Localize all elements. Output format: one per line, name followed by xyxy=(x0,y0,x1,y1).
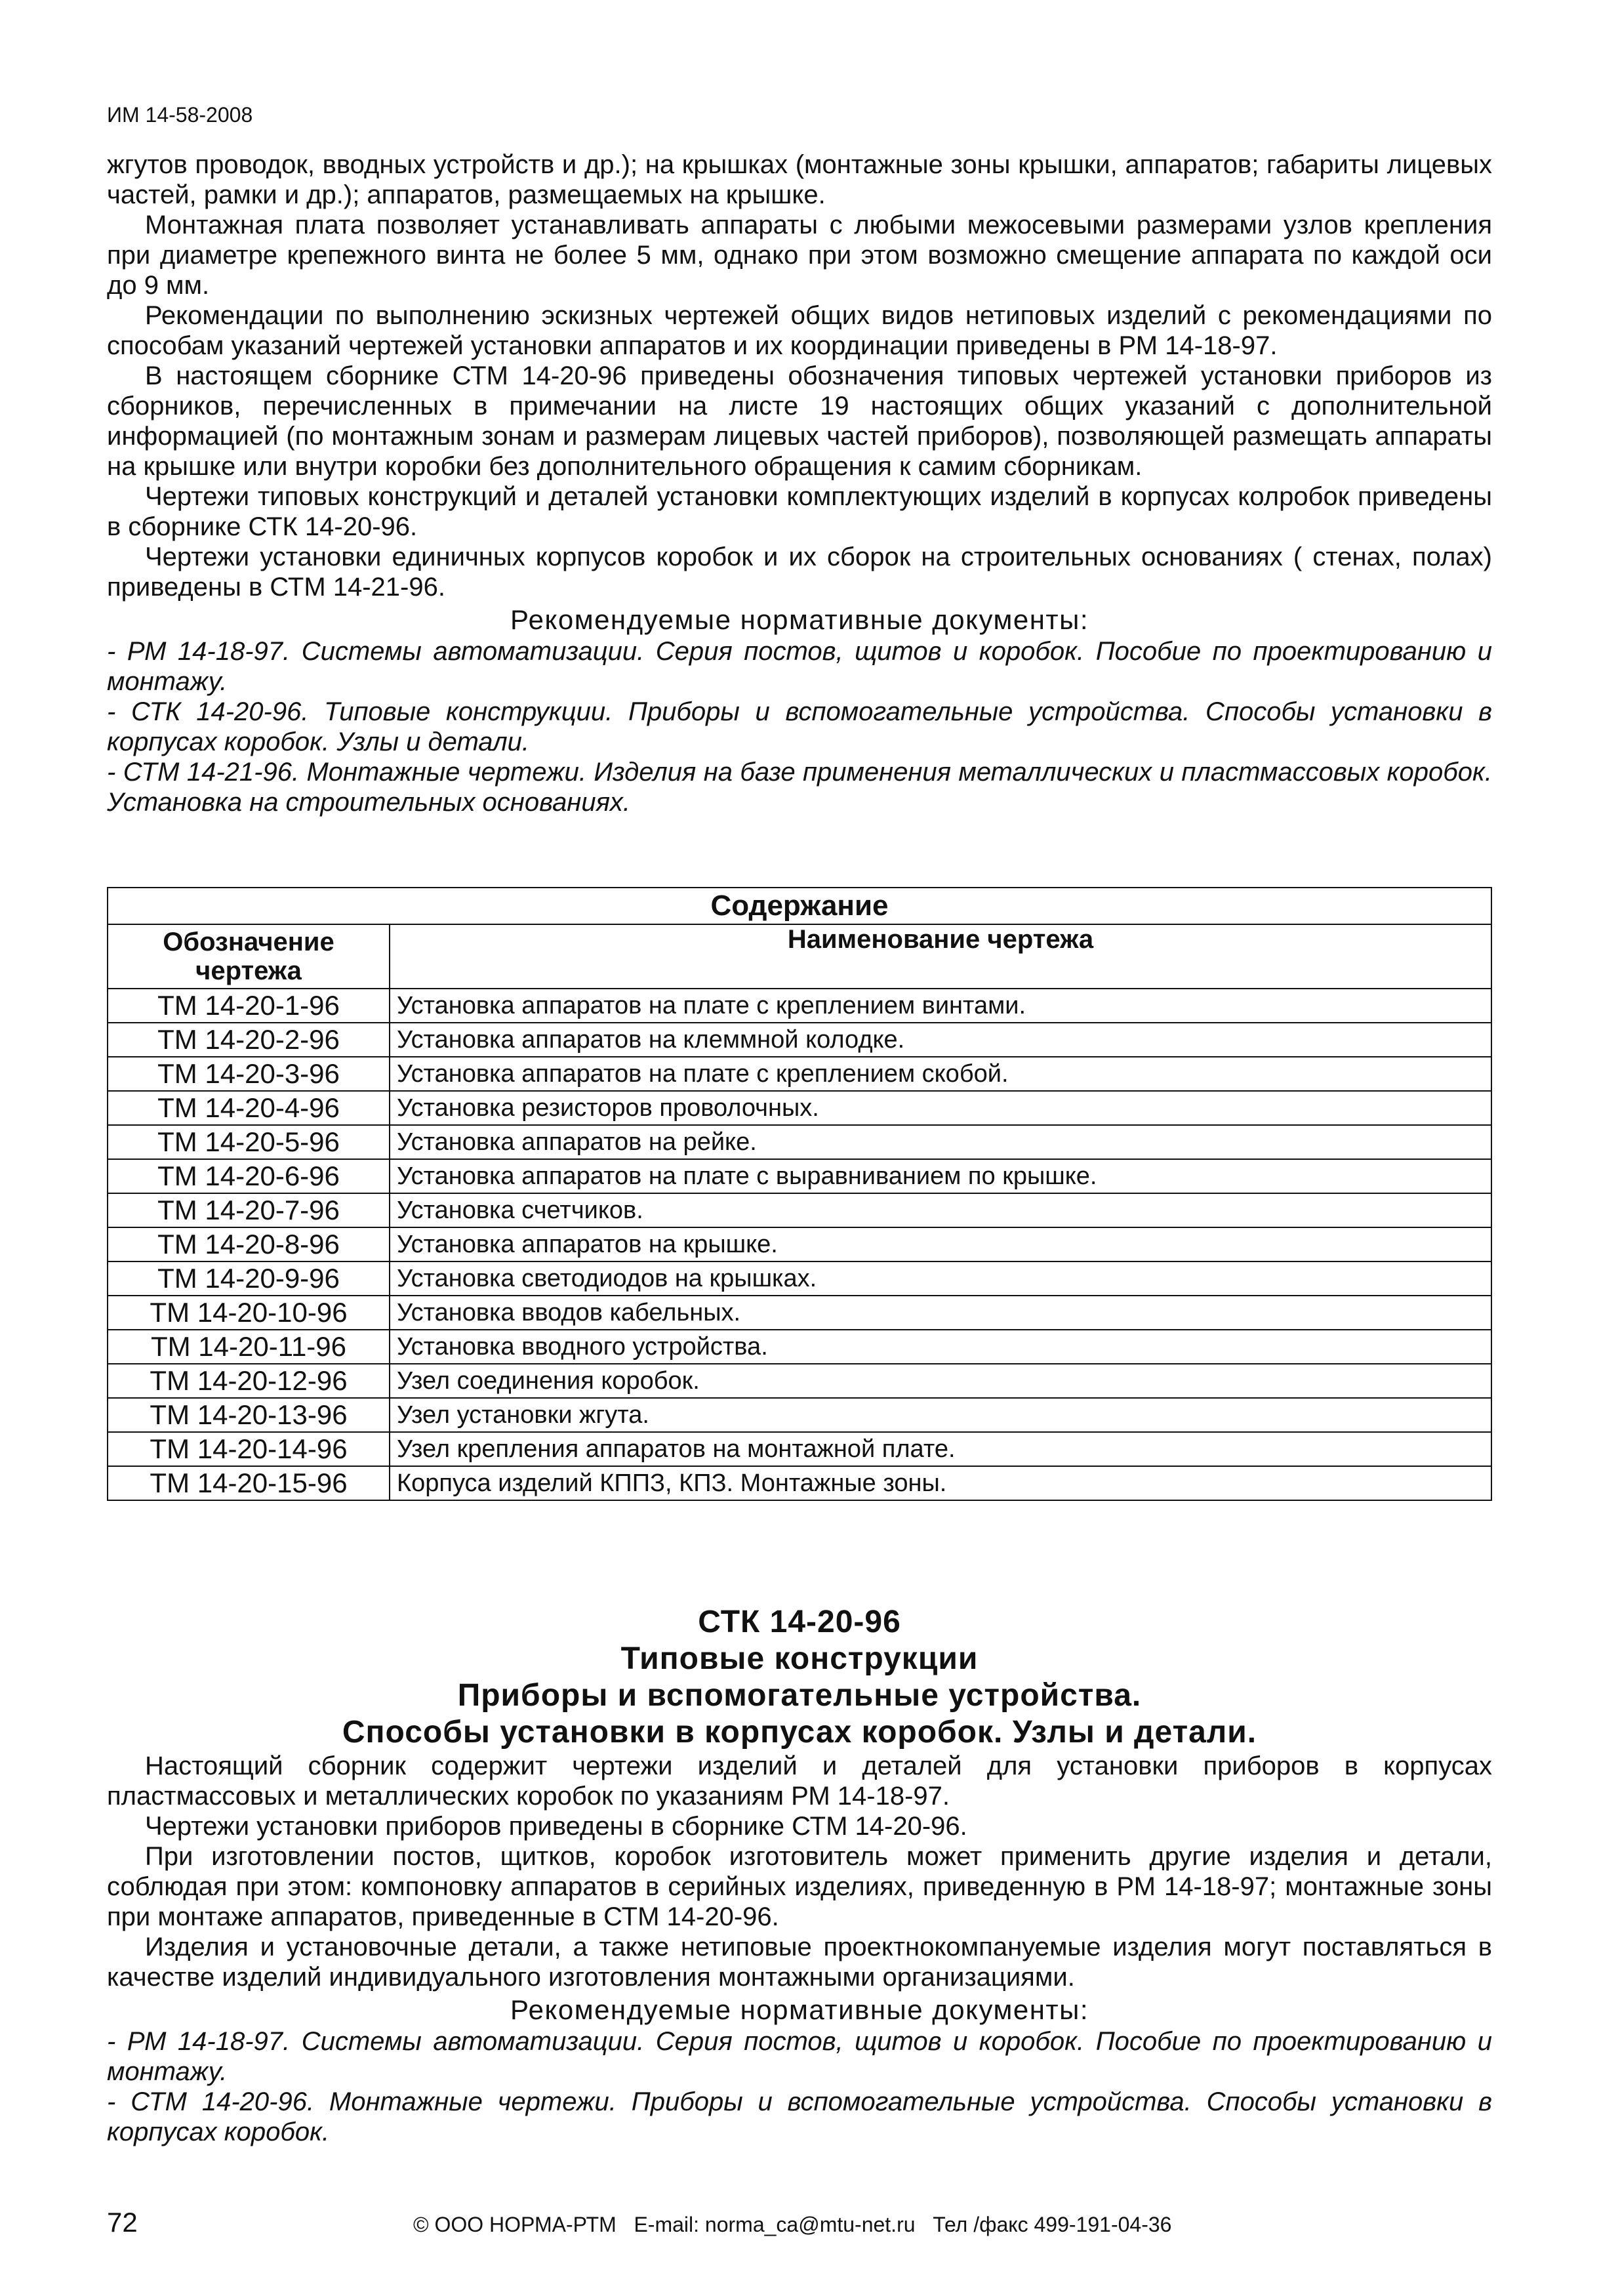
drawing-name-cell: Установка вводного устройства. xyxy=(390,1330,1491,1364)
paragraph: Чертежи установки единичных корпусов коробок и их сборок на строительных основаниях ( стенах, полах) приведены в СТМ 14-21-96. xyxy=(107,543,1492,602)
recommended-doc-item: - СТК 14-20-96. Типовые конструкции. Приборы и вспомогательные устройства. Способы установки в корпусах коробок. Узлы и детали. xyxy=(107,697,1492,756)
table-row xyxy=(108,1432,1491,1466)
drawing-name-cell: Установка аппаратов на плате с выравниванием по крышке. xyxy=(390,1159,1491,1193)
paragraph: Изделия и установочные детали, а также нетиповые проектнокомпануемые изделия могут поставляться в качестве изделий индивидуального изготовления монтажными организациями. xyxy=(107,1933,1492,1992)
drawing-name-cell: Установка резисторов проволочных. xyxy=(390,1091,1491,1125)
recommended-docs-list xyxy=(107,2026,1492,2147)
drawing-name-cell: Узел установки жгута. xyxy=(390,1398,1491,1432)
table-row xyxy=(108,1330,1491,1364)
paragraph: Чертежи установки приборов приведены в сборнике СТМ 14-20-96. xyxy=(145,1812,967,1841)
footer-copyright: © ООО НОРМА-РТМ xyxy=(413,2213,617,2236)
paragraph: Чертежи типовых конструкций и деталей установки комплектующих изделий в корпусах колробок приведены в сборнике СТК 14-20-96. xyxy=(107,482,1492,541)
paragraph: Монтажная плата позволяет устанавливать аппараты с любыми межосевыми размерами узлов крепления при диаметре крепежного винта не более 5 мм, однако при этом возможно смещение аппарата по каждой оси до 9 мм. xyxy=(107,211,1492,300)
drawing-code-cell: ТМ 14-20-15-96 xyxy=(108,1466,390,1500)
drawing-code-cell: ТМ 14-20-2-96 xyxy=(108,1023,390,1057)
document-code: ИМ 14-58-2008 xyxy=(107,103,253,127)
drawing-code-cell: ТМ 14-20-9-96 xyxy=(108,1261,390,1296)
drawing-code-cell: ТМ 14-20-6-96 xyxy=(108,1159,390,1193)
drawing-name-cell: Установка аппаратов на рейке. xyxy=(390,1125,1491,1159)
footer-phone: Тел /факс 499-191-04-36 xyxy=(933,2213,1172,2236)
drawing-name-cell: Установка счетчиков. xyxy=(390,1193,1491,1227)
table-row xyxy=(108,1261,1491,1296)
drawing-code-cell: ТМ 14-20-1-96 xyxy=(108,989,390,1023)
contents-table xyxy=(107,887,1492,1501)
table-row xyxy=(108,1125,1491,1159)
stk-section xyxy=(107,1604,1492,2147)
table-row xyxy=(108,1057,1491,1091)
drawing-code-cell: ТМ 14-20-3-96 xyxy=(108,1057,390,1091)
drawing-name-cell: Установка аппаратов на плате с креплением скобой. xyxy=(390,1057,1491,1091)
drawing-name-cell: Установка аппаратов на крышке. xyxy=(390,1227,1491,1261)
drawing-code-cell: ТМ 14-20-7-96 xyxy=(108,1193,390,1227)
drawing-code-cell: ТМ 14-20-5-96 xyxy=(108,1125,390,1159)
footer-email: E-mail: norma_ca@mtu-net.ru xyxy=(634,2213,916,2236)
recommended-doc-item: - СТМ 14-21-96. Монтажные чертежи. Изделия на базе применения металлических и пластмассовых коробок. Установка на строительных основаниях. xyxy=(107,758,1492,817)
recommended-doc-item: - СТМ 14-20-96. Монтажные чертежи. Приборы и вспомогательные устройства. Способы установки в корпусах коробок. xyxy=(107,2087,1492,2146)
drawing-name-cell: Установка вводов кабельных. xyxy=(390,1296,1491,1330)
drawing-name-cell: Установка аппаратов на клеммной колодке. xyxy=(390,1023,1491,1057)
drawing-name-cell: Установка аппаратов на плате с креплением винтами. xyxy=(390,989,1491,1023)
column-header-code: Обозначение чертежа xyxy=(108,924,390,989)
recommended-docs-list xyxy=(107,636,1492,817)
paragraph: Рекомендации по выполнению эскизных чертежей общих видов нетиповых изделий с рекомендациями по способам указаний чертежей установки аппаратов и их координации приведены в РМ 14-18-97. xyxy=(107,301,1492,360)
recommended-docs-heading: Рекомендуемые нормативные документы: xyxy=(510,604,1089,635)
recommended-doc-item: - РМ 14-18-97. Системы автоматизации. Серия постов, щитов и коробок. Пособие по проектированию и монтажу. xyxy=(107,2027,1492,2086)
drawing-name-cell: Узел крепления аппаратов на монтажной плате. xyxy=(390,1432,1491,1466)
table-row xyxy=(108,1091,1491,1125)
table-row xyxy=(108,1364,1491,1398)
table-row xyxy=(108,1296,1491,1330)
section-title-line: Типовые конструкции xyxy=(620,1641,979,1676)
paragraph: В настоящем сборнике СТМ 14-20-96 приведены обозначения типовых чертежей установки приборов из сборников, перечисленных в примечании на листе 19 настоящих общих указаний с дополнительной информацией (по монтажным зонам и размерам лицевых частей приборов), позволяющей размещать аппараты на крышке или внутри коробки без дополнительного обращения к самим сборникам. xyxy=(107,361,1492,481)
column-header-name: Наименование чертежа xyxy=(390,924,1491,989)
contents-caption: Содержание xyxy=(108,888,1491,924)
drawing-code-cell: ТМ 14-20-14-96 xyxy=(108,1432,390,1466)
table-row xyxy=(108,989,1491,1023)
recommended-doc-item: - РМ 14-18-97. Системы автоматизации. Серия постов, щитов и коробок. Пособие по проектированию и монтажу. xyxy=(107,637,1492,696)
table-row xyxy=(108,1023,1491,1057)
page-number: 72 xyxy=(107,2207,138,2238)
paragraph: Настоящий сборник содержит чертежи изделий и деталей для установки приборов в корпусах пластмассовых и металлических коробок по указаниям РМ 14-18-97. xyxy=(107,1752,1492,1811)
drawing-code-cell: ТМ 14-20-13-96 xyxy=(108,1398,390,1432)
table-row xyxy=(108,1227,1491,1261)
drawing-code-cell: ТМ 14-20-11-96 xyxy=(108,1330,390,1364)
table-row xyxy=(108,1193,1491,1227)
paragraph: жгутов проводок, вводных устройств и др.); на крышках (монтажные зоны крышки, аппаратов; габариты лицевых частей, рамки и др.); аппаратов, размещаемых на крышке. xyxy=(107,150,1492,209)
drawing-name-cell: Корпуса изделий КППЗ, КПЗ. Монтажные зоны. xyxy=(390,1466,1491,1500)
drawing-code-cell: ТМ 14-20-12-96 xyxy=(108,1364,390,1398)
paragraph: При изготовлении постов, щитков, коробок изготовитель может применить другие изделия и детали, соблюдая при этом: компоновку аппаратов в серийных изделиях, приведенную в РМ 14-18-97; монтажные зоны при монтаже аппаратов, приведенные в СТМ 14-20-96. xyxy=(107,1842,1492,1931)
drawing-name-cell: Узел соединения коробок. xyxy=(390,1364,1491,1398)
drawing-code-cell: ТМ 14-20-10-96 xyxy=(108,1296,390,1330)
table-row xyxy=(108,1466,1491,1500)
section-title-line: Приборы и вспомогательные устройства. xyxy=(457,1678,1142,1713)
table-row xyxy=(108,1398,1491,1432)
contents-rows xyxy=(108,989,1491,1500)
table-row xyxy=(108,1159,1491,1193)
footer-info xyxy=(413,2209,1171,2240)
drawing-code-cell: ТМ 14-20-4-96 xyxy=(108,1091,390,1125)
intro-section xyxy=(107,150,1492,817)
drawing-name-cell: Установка светодиодов на крышках. xyxy=(390,1261,1491,1296)
section-title-line: Способы установки в корпусах коробок. Узлы и детали. xyxy=(342,1715,1257,1750)
drawing-code-cell: ТМ 14-20-8-96 xyxy=(108,1227,390,1261)
recommended-docs-heading: Рекомендуемые нормативные документы: xyxy=(510,1994,1089,2025)
section-title-line: СТК 14-20-96 xyxy=(698,1605,901,1639)
